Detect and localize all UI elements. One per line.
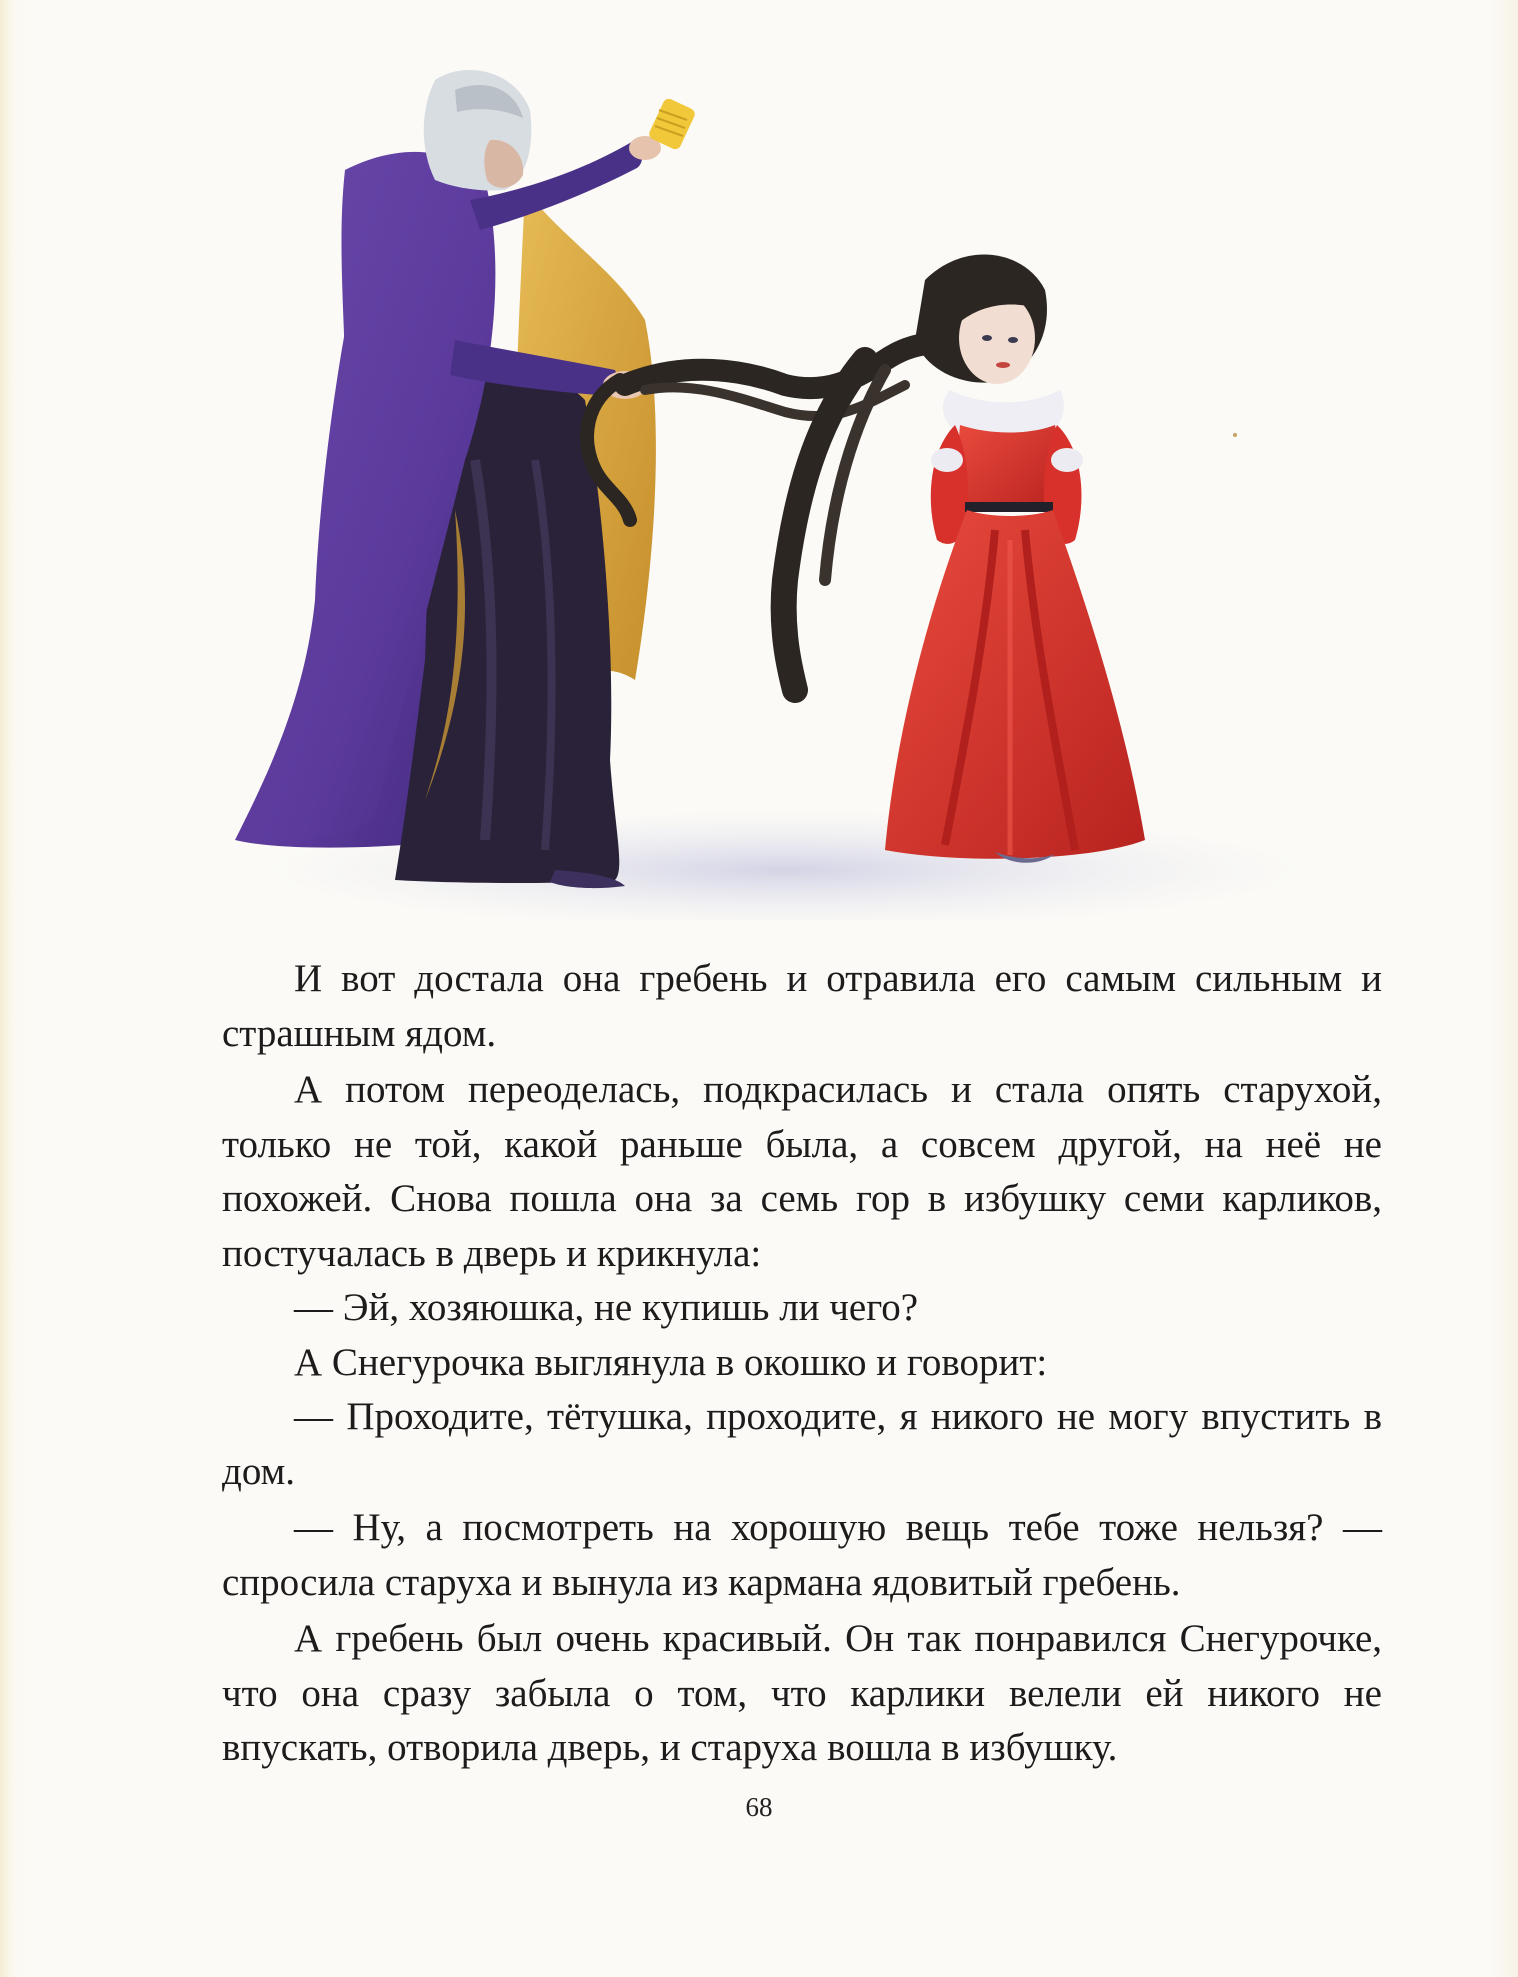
paragraph-7: А гребень был очень красивый. Он так понравился Снегурочке, что она сразу забыла о том, что карлики велели ей никого не впускать, отворила дверь, и старуха вошла в избушку. bbox=[222, 1617, 1382, 1769]
paragraph-1: И вот достала она гребень и отравила его самым сильным и страшным ядом. bbox=[222, 957, 1382, 1055]
paragraph-6: — Ну, а посмотреть на хорошую вещь тебе тоже нельзя? — спросила старуха и вынула из кармана ядовитый гребень. bbox=[222, 1506, 1382, 1604]
paragraph-4: А Снегурочка выглянула в окошко и говорит: bbox=[294, 1340, 1048, 1384]
old-woman-figure bbox=[235, 70, 697, 888]
paragraph-5: — Проходите, тётушка, проходите, я никого не могу впустить в дом. bbox=[222, 1395, 1382, 1493]
paragraph-3: — Эй, хозяюшка, не купишь ли чего? bbox=[294, 1286, 919, 1329]
story-illustration bbox=[225, 40, 1325, 920]
illustration-artwork bbox=[225, 40, 1325, 920]
page-number: 68 bbox=[745, 1792, 773, 1822]
girl-figure bbox=[885, 255, 1145, 863]
story-text bbox=[222, 952, 1382, 1776]
paragraph-2: А потом переоделась, подкрасилась и стала опять старухой, только не той, какой раньше была, а совсем другой, на неё не похожей. Снова пошла она за семь гор в избушку семи карликов, постучалась в дверь и крикнула: bbox=[222, 1068, 1382, 1275]
